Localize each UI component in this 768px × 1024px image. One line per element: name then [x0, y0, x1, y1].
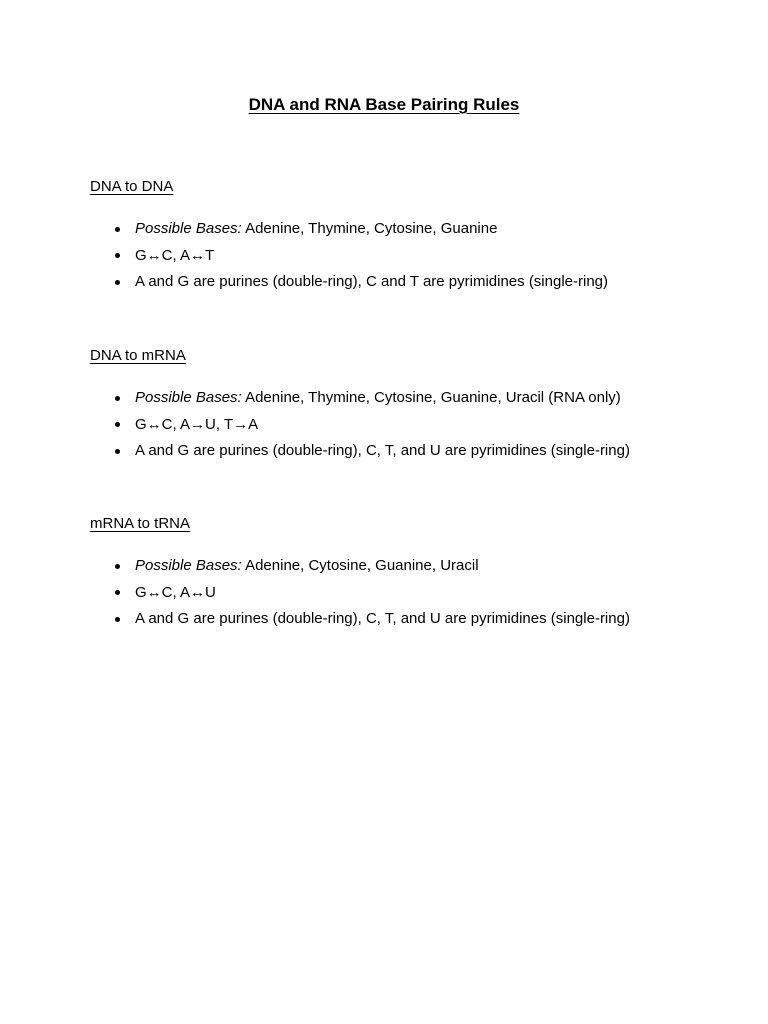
item-text: Adenine, Thymine, Cytosine, Guanine, Uracil (RNA only) [241, 389, 621, 406]
list-item [90, 385, 730, 412]
section-heading: DNA to mRNA [90, 347, 186, 364]
bullet-icon [115, 280, 120, 285]
list-item [90, 553, 730, 580]
bullet-icon [115, 590, 120, 595]
section-dna-to-mrna [90, 346, 730, 465]
item-text: A and G are purines (double-ring), C, T, and U are pyrimidines (single-ring) [135, 610, 630, 627]
bullet-icon [115, 253, 120, 258]
bullet-icon [115, 617, 120, 622]
list-item [90, 243, 730, 270]
item-text: G↔C, A↔T [135, 246, 215, 264]
bullet-icon [115, 422, 120, 427]
section-mrna-to-trna [90, 514, 730, 633]
list-item [90, 412, 730, 439]
bullet-icon [115, 564, 120, 569]
list-item [90, 438, 730, 465]
section-heading: DNA to DNA [90, 178, 174, 195]
bullet-list [90, 553, 730, 633]
page-title: DNA and RNA Base Pairing Rules [248, 95, 520, 114]
item-text: G↔C, A→U, T→A [135, 415, 259, 433]
item-text: G↔C, A↔U [135, 583, 216, 601]
item-text: Adenine, Cytosine, Guanine, Uracil [241, 557, 479, 574]
item-label: Possible Bases: [135, 557, 242, 574]
bullet-icon [115, 227, 120, 232]
section-dna-to-dna [90, 177, 730, 296]
bullet-list [90, 216, 730, 296]
bullet-list [90, 385, 730, 465]
item-text: A and G are purines (double-ring), C and T are pyrimidines (single-ring) [135, 273, 609, 290]
list-item [90, 269, 730, 296]
bullet-icon [115, 396, 120, 401]
list-item [90, 216, 730, 243]
item-label: Possible Bases: [135, 220, 242, 237]
bullet-icon [115, 449, 120, 454]
section-heading: mRNA to tRNA [90, 515, 191, 532]
list-item [90, 606, 730, 633]
item-text: A and G are purines (double-ring), C, T, and U are pyrimidines (single-ring) [135, 442, 630, 459]
item-text: Adenine, Thymine, Cytosine, Guanine [241, 220, 498, 237]
item-label: Possible Bases: [135, 389, 242, 406]
list-item [90, 580, 730, 607]
